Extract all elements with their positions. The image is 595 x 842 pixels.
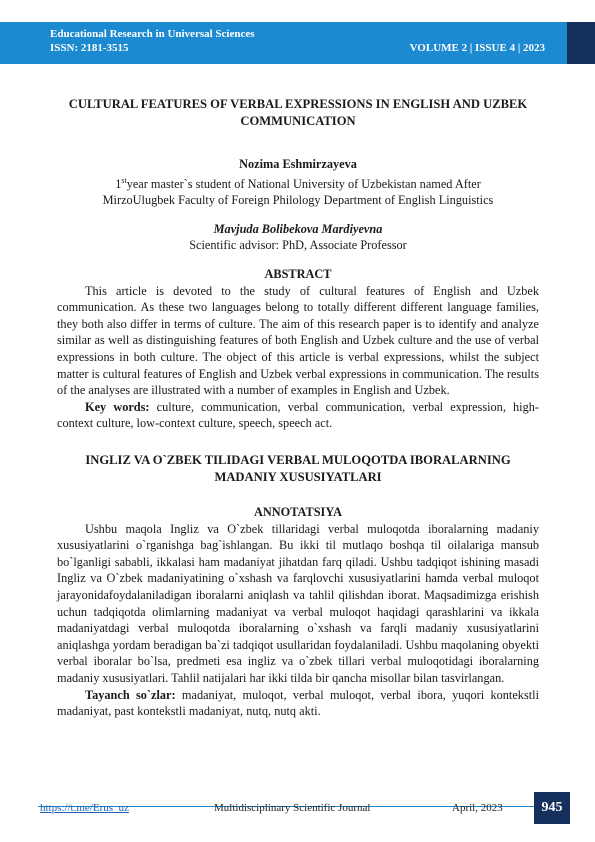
- affil-line2: MirzoUlugbek Faculty of Foreign Philology Department of English Linguistics: [102, 193, 494, 208]
- footer-journal: Multidisciplinary Scientific Journal: [214, 802, 371, 814]
- article-body: [57, 96, 539, 720]
- keywords-text: culture, communication, verbal communication, verbal expression, high-context culture, low-context culture, speech, speech act.: [57, 399, 539, 431]
- uzbek-keywords-label: Tayanch so`zlar:: [85, 687, 176, 702]
- uzbek-title: INGLIZ VA O`ZBEK TILIDAGI VERBAL MULOQOTDA IBORALARNING MADANIY XUSUSIYATLARI: [85, 453, 511, 484]
- keywords: [57, 399, 539, 432]
- abstract-text: This article is devoted to the study of cultural features of English and Uzbek communication. As these two languages belong to totally different different language families, they both also differ in terms of culture. The aim of this research paper is to identify and analyze similar as well as distinguishing features of both English and Uzbek culture and the use of verbal expressions in both culture. The object of this article is verbal expressions, whilst the subject matter is cultural features of English and Uzbek verbal expressions in communication. The results of the analyses are illustrated with a number of examples in English and Uzbek.: [57, 283, 539, 398]
- keywords-label: Key words:: [85, 399, 150, 414]
- author-name: Nozima Eshmirzayeva: [239, 157, 357, 171]
- uzbek-keywords-text: madaniyat, muloqot, verbal muloqot, verbal ibora, yuqori kontekstli madaniyat, past kontekstli madaniyat, nutq, nutq akti.: [57, 687, 539, 719]
- header-accent: [567, 22, 595, 64]
- issn: ISSN: 2181-3515: [50, 42, 129, 54]
- affil-sup: st: [121, 175, 127, 185]
- footer-date: April, 2023: [452, 802, 503, 814]
- journal-name: Educational Research in Universal Sciences: [50, 28, 255, 40]
- abstract-heading: ABSTRACT: [264, 267, 332, 282]
- advisor-title: Scientific advisor: PhD, Associate Professor: [189, 238, 407, 253]
- article-title: CULTURAL FEATURES OF VERBAL EXPRESSIONS IN ENGLISH AND UZBEK COMMUNICATION: [68, 97, 528, 128]
- affil-year: 1: [115, 176, 122, 191]
- page-number: 945: [534, 792, 570, 824]
- telegram-link[interactable]: https://t.me/Erus_uz: [40, 802, 129, 814]
- volume-issue: VOLUME 2 | ISSUE 4 | 2023: [409, 42, 545, 54]
- affil-line1: year master`s student of National University of Uzbekistan named After: [126, 176, 481, 191]
- annotation-heading: ANNOTATSIYA: [254, 505, 342, 519]
- annotation-text: Ushbu maqola Ingliz va O`zbek tillaridagi verbal muloqotda iboralarning madaniy xususiyatlarini o`rganishga bag`ishlangan. Bu ikki til mutlaqo boshqa til oilalariga mansub bo`lganligi sababli, ikkalasi ham madaniyat jihatdan farq qiladi. Ushbu tadqiqot ishining masadi Ingliz va O`zbek madaniyatining o`xshash va farqlovchi xususiyatlarini hamda verbal muloqot jarayonidafoydalaniladigan iboralarni aniqlash va tahlil qilishdan iborat. Maqsadimizga erishish uchun tadqiqotda olimlarning madaniyat va verbal muloqot haqidagi qarashlarini va ikkala madaniyatdagi verbal muloqotda iboralarning o`xshash va farqli madaniy xususiyatlarini aniqlashga yordam beradigan ba`zi tadqiqot usullaridan foydalaniladi. Ushbu maqolaning obyekti verbal iboralar bo`lsa, predmeti esa ingliz va o`zbek tillari verbal muloqotidagi iboralarning madaniy xususiyatlari. Tahlil natijalari har ikki tilda bir qancha misollar bilan tasvirlangan.: [57, 521, 539, 685]
- author-affiliation: [57, 173, 539, 209]
- uzbek-keywords: [57, 687, 539, 720]
- advisor-name: Mavjuda Bolibekova Mardiyevna: [213, 221, 383, 236]
